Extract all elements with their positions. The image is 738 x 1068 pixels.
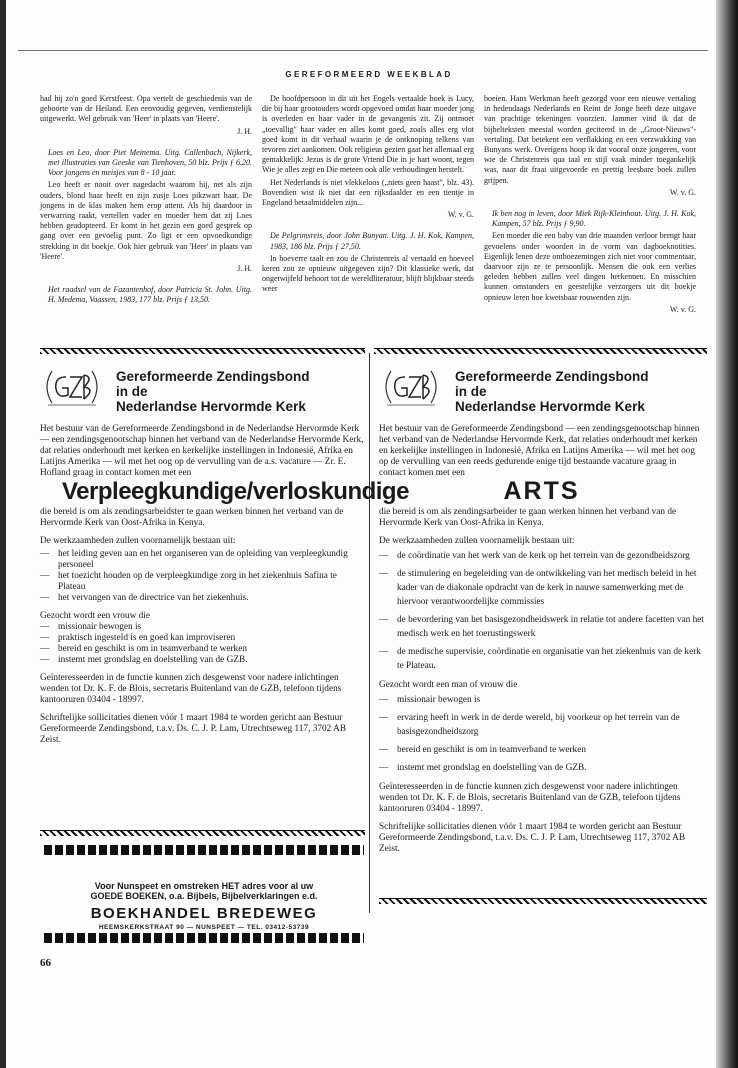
- divider-zigzag-left-bottom: [40, 830, 365, 836]
- list-item: — de stimulering en begeleiding van de ontwikkeling van het medisch beleid in het kader van de diakonale opdracht van de kerk in nauwe samenwerking met de hiervoor verantwoordelijke commissies: [379, 567, 704, 609]
- org-line: in de: [455, 384, 487, 399]
- requirements-list: [40, 622, 364, 666]
- scan-edge-left: [0, 0, 6, 1068]
- list-item: — de coördinatie van het werk van de kerk op het terrein van de gezondheidszorg: [379, 549, 704, 563]
- tasks-heading: De werkzaamheden zullen voornamelijk bestaan uit:: [379, 536, 575, 546]
- review-paragraph: boeien. Hans Werkman heeft gezorgd voor een nieuwe vertaling in hedendaags Nederlands en Reint de Jonge heeft deze uitgave van prachtige tekeningen voorzien. Jammer vind ik dat de bijbelteksten meestal worden geciteerd in de „Groot-Nieuws"-vertaling. Dat betekent een verflakking en een verzwakking van Bunyans werk. Overigens hoop ik dat vooral onze jongeren, voor wie de Christenreis qua taal en stijl vaak minder toegankelijk was, naar dit fraai uitgevoerde en prettig leesbare boek zullen grijpen.: [484, 94, 696, 185]
- contact-info: Geïnteresseerden in de functie kunnen zich desgewenst voor nadere inlichtingen wenden tot Dr. K. F. de Blois, secretaris Buitenland van de GZB, telefoon tijdens kantooruren 03404 - 18997.: [379, 782, 681, 814]
- review-paragraph: Het Nederlands is niet vlekkeloos („niets geen haast", blz. 43). Bovendien wist ik niet dat een rijksdaalder en een tientje in Engeland betaalmiddelen zijn...: [262, 177, 474, 208]
- list-item: — het toezicht houden op de verpleegkundige zorg in het ziekenhuis Safina te Plateau: [40, 571, 364, 593]
- vacancy-title: Verpleegkundige/verloskundige: [62, 478, 409, 505]
- gzb-logo-icon: [40, 365, 104, 409]
- ad-intro: Het bestuur van de Gereformeerde Zendingsbond — een zendingsgenootschap binnen het verband van de Nederlandse Hervormde Kerk, dat relaties onderhoudt met kerken en kerkelijke instellingen in Indonesië, Afrika en Latijns Amerika — wil met het oog op de vervulling van een reeds gedurende enige tijd bestaande vacature graag in contact komen met een: [379, 424, 700, 478]
- gzb-logo-icon: [379, 365, 443, 409]
- review-column-3: [484, 94, 696, 317]
- ad-purpose: die bereid is om als zendingsarbeidster te gaan werken binnen het verband van de Hervormde Kerk van Oost-Afrika in Kenya.: [40, 507, 344, 528]
- shop-name: BOEKHANDEL BREDEWEG: [90, 905, 318, 922]
- review-paragraph: Leo heeft er nooit over nagedacht waarom hij, net als zijn ouders, blond haar heeft en zijn zusje Loes pikzwart haar. De jongens in de klas maken hem erop attent. Als hij daardoor in verwarring raakt, vertellen vader en moeder hem dat zij Loes hebben geadopteerd. Er komt in het gezin een goed gesprek op gang over een gevoelig punt. Zo ligt er een opvoedkundige strekking in dit boekje. Ook hier gebruik van 'Heer' in plaats van 'Heere'.: [40, 180, 252, 261]
- book-reference: Ik ben nog in leven, door Miek Rijk-Kleinhout. Uitg. J. H. Kok, Kampen, 57 blz. Prijs ƒ 9,90.: [492, 209, 696, 229]
- requirements-list: [379, 693, 704, 775]
- shop-tagline: Voor Nunspeet en omstreken HET adres voor al uw: [94, 881, 314, 891]
- list-item: — het leiding geven aan en het organiseren van de opleiding van verpleegkundig personeel: [40, 549, 364, 571]
- checkered-border-bottom: [44, 933, 364, 943]
- application-info: Schriftelijke sollicitaties dienen vóór 1 maart 1984 te worden gericht aan Bestuur Gereformeerde Zendingsbond, t.a.v. Ds. C. J. P. Lam, Utrechtseweg 117, 3702 AB Zeist.: [379, 822, 686, 854]
- spacer: [262, 222, 474, 231]
- reviewer-signature: W. v. G.: [669, 187, 696, 197]
- org-line: in de: [116, 384, 148, 399]
- bookshop-ad: [44, 845, 364, 943]
- book-reference: Het raadsel van de Fazantenhof, door Patricia St. John. Uitg. H. Medema, Vaassen, 1983, 177 blz. Prijs ƒ 13,50.: [48, 285, 252, 305]
- tasks-list: [40, 549, 364, 604]
- list-item: — de bevordering van het basisgezondheidswerk in relatie tot andere facetten van het medisch werk en het toerustingswerk: [379, 613, 704, 641]
- divider-zigzag-right-bottom: [379, 898, 707, 904]
- list-item: — missionair bewogen is: [40, 622, 364, 633]
- reviewer-signature: W. v. G.: [447, 210, 474, 220]
- book-reference: De Pelgrimsreis, door John Bunyan. Uitg. J. H. Kok, Kampen, 1983, 186 blz. Prijs ƒ 27,50.: [270, 231, 474, 251]
- requirements-heading: Gezocht wordt een man of vrouw die: [379, 680, 518, 690]
- review-paragraph: had hij zo'n goed Kerstfeest. Opa vertelt de geschiedenis van de geboorte van de Heiland. Een eenvoudig gegeven, verdienstelijk uitgewerkt. Wel gebruik van 'Heer' in plaats van 'Heere'.: [40, 94, 252, 124]
- tasks-list: [379, 549, 704, 673]
- review-column-1: [40, 94, 252, 308]
- list-item: — ervaring heeft in werk in de derde wereld, bij voorkeur op het terrein van de basisgezondheidszorg: [379, 711, 704, 739]
- ad-purpose: die bereid is om als zendingsarbeider te gaan werken binnen het verband van de Hervormde Kerk van Oost-Afrika in Kenya.: [379, 507, 677, 528]
- organization-name: [116, 369, 310, 414]
- masthead: GEREFORMEERD WEEKBLAD: [285, 70, 453, 79]
- checkered-border-top: [44, 845, 364, 855]
- divider-zigzag-right: [374, 348, 707, 354]
- list-item: — het vervangen van de directrice van het ziekenhuis.: [40, 593, 364, 604]
- org-line: Nederlandse Hervormde Kerk: [116, 399, 306, 414]
- top-rule: [18, 50, 708, 51]
- page-number: 66: [40, 957, 51, 969]
- list-item: — bereid en geschikt is om in teamverband te werken: [379, 743, 704, 757]
- review-column-2: [262, 94, 474, 297]
- spacer: [40, 276, 252, 285]
- vacancy-ad-doctor: [379, 365, 704, 862]
- vacancy-title: ARTS: [503, 477, 580, 505]
- org-line: Gereformeerde Zendingsbond: [116, 369, 310, 384]
- reviewer-signature: W. v. G.: [669, 304, 696, 314]
- application-info: Schriftelijke sollicitaties dienen vóór 1 maart 1984 te worden gericht aan Bestuur Gereformeerde Zendingsbond, t.a.v. Ds. C. J. P. Lam, Utrechtseweg 117, 3702 AB Zeist.: [40, 713, 347, 745]
- reviewer-signature: J. H.: [237, 264, 252, 274]
- ad-intro: Het bestuur van de Gereformeerde Zendingsbond in de Nederlandse Hervormde Kerk — een zendingsgenootschap binnen het verband van de Nederlandse Hervormde Kerk, dat relaties onderhoudt met kerken en kerkelijke instellingen in Indonesië, Afrika en Latijns Amerika — wil met het oog op de vervulling van de a.s. vacature — Zr. E. Hofland graag in contact komen met een: [40, 424, 364, 478]
- tasks-heading: De werkzaamheden zullen voornamelijk bestaan uit:: [40, 536, 236, 546]
- requirements-heading: Gezocht wordt een vrouw die: [40, 611, 150, 621]
- ad-divider-vertical: [369, 353, 370, 913]
- org-line: Gereformeerde Zendingsbond: [455, 369, 649, 384]
- spacer: [484, 200, 696, 209]
- shop-products: GOEDE BOEKEN, o.a. Bijbels, Bijbelverklaringen e.d.: [90, 891, 318, 901]
- list-item: — praktisch ingesteld is en goed kan improviseren: [40, 633, 364, 644]
- book-reference: Loes en Leo, door Piet Meinema. Uitg. Callenbach, Nijkerk, met illustraties van Geeske van Tienhoven, 50 blz. Prijs ƒ 6,20. Voor jongens en meisjes van 8 - 10 jaar.: [48, 147, 252, 178]
- list-item: — de medische supervisie, coördinatie en organisatie van het ziekenhuis van de kerk te Plateau.: [379, 645, 704, 673]
- spacer: [40, 139, 252, 148]
- org-line: Nederlandse Hervormde Kerk: [455, 399, 645, 414]
- list-item: — bereid en geschikt is om in teamverband te werken: [40, 644, 364, 655]
- scan-edge-right: [716, 0, 738, 1068]
- review-paragraph: De hoofdpersoon in dit uit het Engels vertaalde boek is Lucy, die bij haar grootouders wordt opgevoed omdat haar moeder jong is overleden en haar vader in de gevangenis zit. Zij ontmoet „toevallig" haar vader en alles komt goed, zoals alles erg vlot goed komt in dit verhaal waarin je de ontknoping telkens van tevoren ziet aankomen. Ook religieus gezien gaat het allemaal erg gemakkelijk: Jezus is de grote Vriend Die in je hart woont, tegen Wie je alles zegt en Die meteen ook alle verhoudingen herstelt.: [262, 94, 474, 175]
- review-paragraph: Een moeder die een baby van drie maanden verloor brengt haar gevoelens onder woorden in de vorm van dagboeknotities. Eigenlijk lenen deze ontboezemingen zich niet voor commentaar, daarvoor zijn ze te persoonlijk. Mensen die ook een verlies geleden hebben zullen veel dingen herkennen. En misschien kunnen omstanders en geestelijke verzorgers uit dit boekje opnieuw leren hoe kwetsbaar rouwenden zijn.: [484, 231, 696, 302]
- list-item: — instemt met grondslag en doelstelling van de GZB.: [379, 761, 704, 775]
- review-paragraph: In hoeverre taalt en zou de Christenreis al vertaald en hoeveel keren zou ze opnieuw uitgegeven zijn? Dit klassieke werk, dat ongetwijfeld behoort tot de wereldliteratuur, blijft blijkbaar steeds weer: [262, 253, 474, 294]
- list-item: — instemt met grondslag en doelstelling van de GZB.: [40, 655, 364, 666]
- contact-info: Geïnteresseerden in de functie kunnen zich desgewenst voor nadere inlichtingen wenden tot Dr. K. F. de Blois, secretaris Buitenland van de GZB, telefoon tijdens kantooruren 03404 - 18997.: [40, 673, 342, 705]
- reviewer-signature: J. H.: [237, 126, 252, 136]
- organization-name: [455, 369, 649, 414]
- vacancy-ad-nurse: [40, 365, 409, 753]
- shop-address: HEEMSKERKSTRAAT 90 — NUNSPEET — TEL. 03412-53739: [98, 924, 310, 931]
- list-item: — missionair bewogen is: [379, 693, 704, 707]
- divider-zigzag-left: [40, 348, 365, 354]
